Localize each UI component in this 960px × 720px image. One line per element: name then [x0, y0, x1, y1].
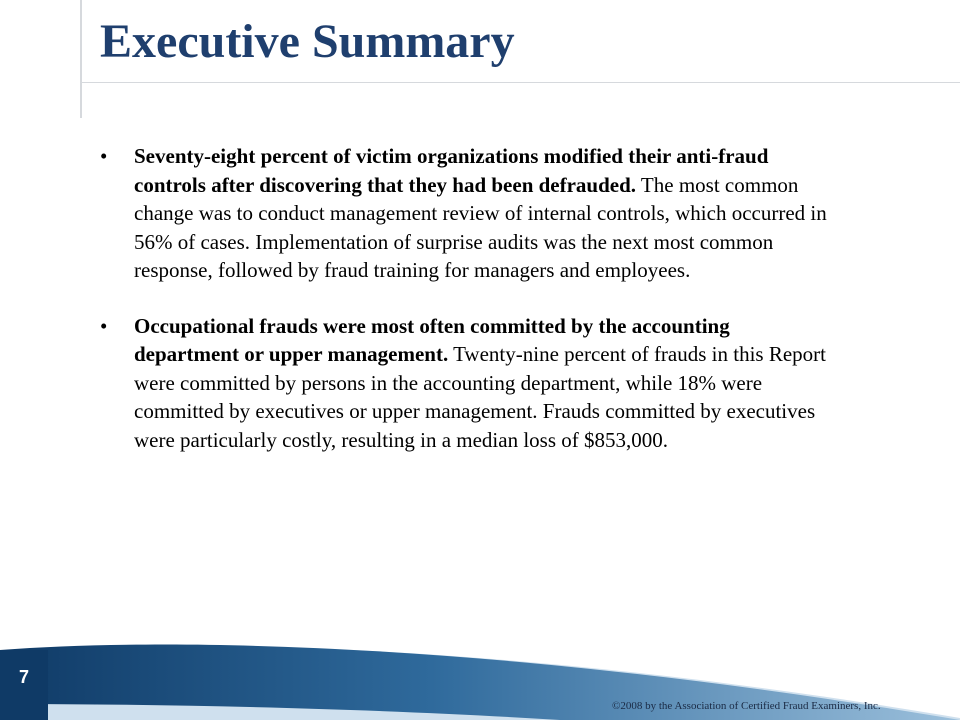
bullet-body: Twenty-nine percent of frauds in this Report were committed by persons in the accounting department, while 18% were committed by executives or upper management. Frauds committed by executives were particularly costly, resulting in a median loss of $853,000.: [134, 342, 826, 452]
page-number: 7: [18, 667, 29, 687]
copyright-notice: ©2008 by the Association of Certified Fraud Examiners, Inc.: [612, 700, 881, 712]
bullet-text: [134, 142, 830, 285]
bullet-lead: Seventy-eight percent of victim organizations modified their anti-fraud controls after discovering that they had been defrauded.: [134, 144, 769, 197]
header-vertical-rule: [80, 0, 82, 118]
bullet-body: The most common change was to conduct management review of internal controls, which occurred in 56% of cases. Implementation of surprise audits was the next most common response, followed by fraud training for managers and employees.: [134, 172, 827, 282]
bullet-text: [134, 312, 830, 455]
bullet-item: [100, 142, 830, 285]
header-horizontal-rule: [80, 82, 960, 83]
slide-title: Executive Summary: [100, 15, 515, 68]
slide-body: [100, 142, 830, 481]
bullet-item: [100, 312, 830, 455]
bullet-marker: •: [100, 313, 108, 338]
bullet-marker: •: [100, 144, 108, 168]
bullet-lead: Occupational frauds were most often committed by the accounting department or upper management.: [134, 313, 730, 366]
